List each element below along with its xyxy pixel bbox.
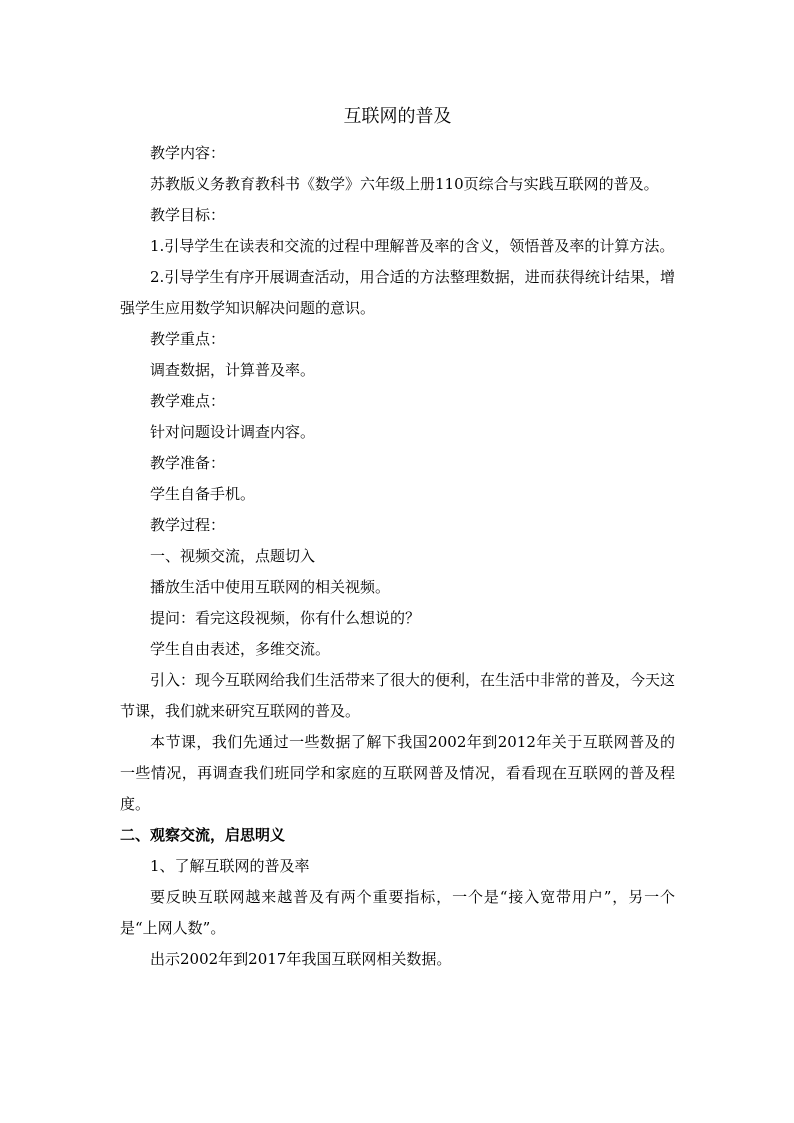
body-paragraph: 1.引导学生在读表和交流的过程中理解普及率的含义，领悟普及率的计算方法。 bbox=[150, 237, 675, 255]
body-paragraph: 教学目标： bbox=[150, 206, 226, 224]
body-paragraph: 引入：现今互联网给我们生活带来了很大的便利，在生活中非常的普及，今天这节课，我们就来研究互联网的普及。 bbox=[120, 671, 676, 720]
body-paragraph: 要反映互联网越来越普及有两个重要指标，一个是“接入宽带用户”，另一个是“上网人数”。 bbox=[120, 888, 675, 937]
body-paragraph: 教学内容： bbox=[150, 144, 226, 162]
document-body bbox=[120, 138, 675, 975]
body-paragraph: 学生自由表述，多维交流。 bbox=[150, 640, 331, 658]
section-heading: 二、观察交流，启思明义 bbox=[120, 826, 286, 844]
body-paragraph: 本节课，我们先通过一些数据了解下我国2002年到2012年关于互联网普及的一些情况，再调查我们班同学和家庭的互联网普及情况，看看现在互联网的普及程度。 bbox=[120, 733, 675, 813]
body-paragraph: 针对问题设计调查内容。 bbox=[150, 423, 316, 441]
body-paragraph: 教学准备： bbox=[150, 454, 226, 472]
body-paragraph: 教学过程： bbox=[150, 516, 226, 534]
body-paragraph: 调查数据，计算普及率。 bbox=[150, 361, 316, 379]
body-paragraph: 出示2002年到2017年我国互联网相关数据。 bbox=[150, 950, 452, 968]
document-title: 互联网的普及 bbox=[343, 106, 452, 127]
body-paragraph: 1、了解互联网的普及率 bbox=[150, 857, 310, 875]
body-paragraph: 播放生活中使用互联网的相关视频。 bbox=[150, 578, 391, 596]
body-paragraph: 教学重点： bbox=[150, 330, 226, 348]
body-paragraph: 学生自备手机。 bbox=[150, 485, 256, 503]
body-paragraph: 一、视频交流，点题切入 bbox=[150, 547, 316, 565]
body-paragraph: 提问：看完这段视频，你有什么想说的？ bbox=[150, 609, 421, 627]
body-paragraph: 2.引导学生有序开展调查活动，用合适的方法整理数据，进而获得统计结果，增强学生应用数学知识解决问题的意识。 bbox=[120, 268, 675, 317]
body-paragraph: 苏教版义务教育教科书《数学》六年级上册110页综合与实践互联网的普及。 bbox=[150, 175, 659, 193]
body-paragraph: 教学难点： bbox=[150, 392, 226, 410]
document-page bbox=[120, 104, 675, 975]
